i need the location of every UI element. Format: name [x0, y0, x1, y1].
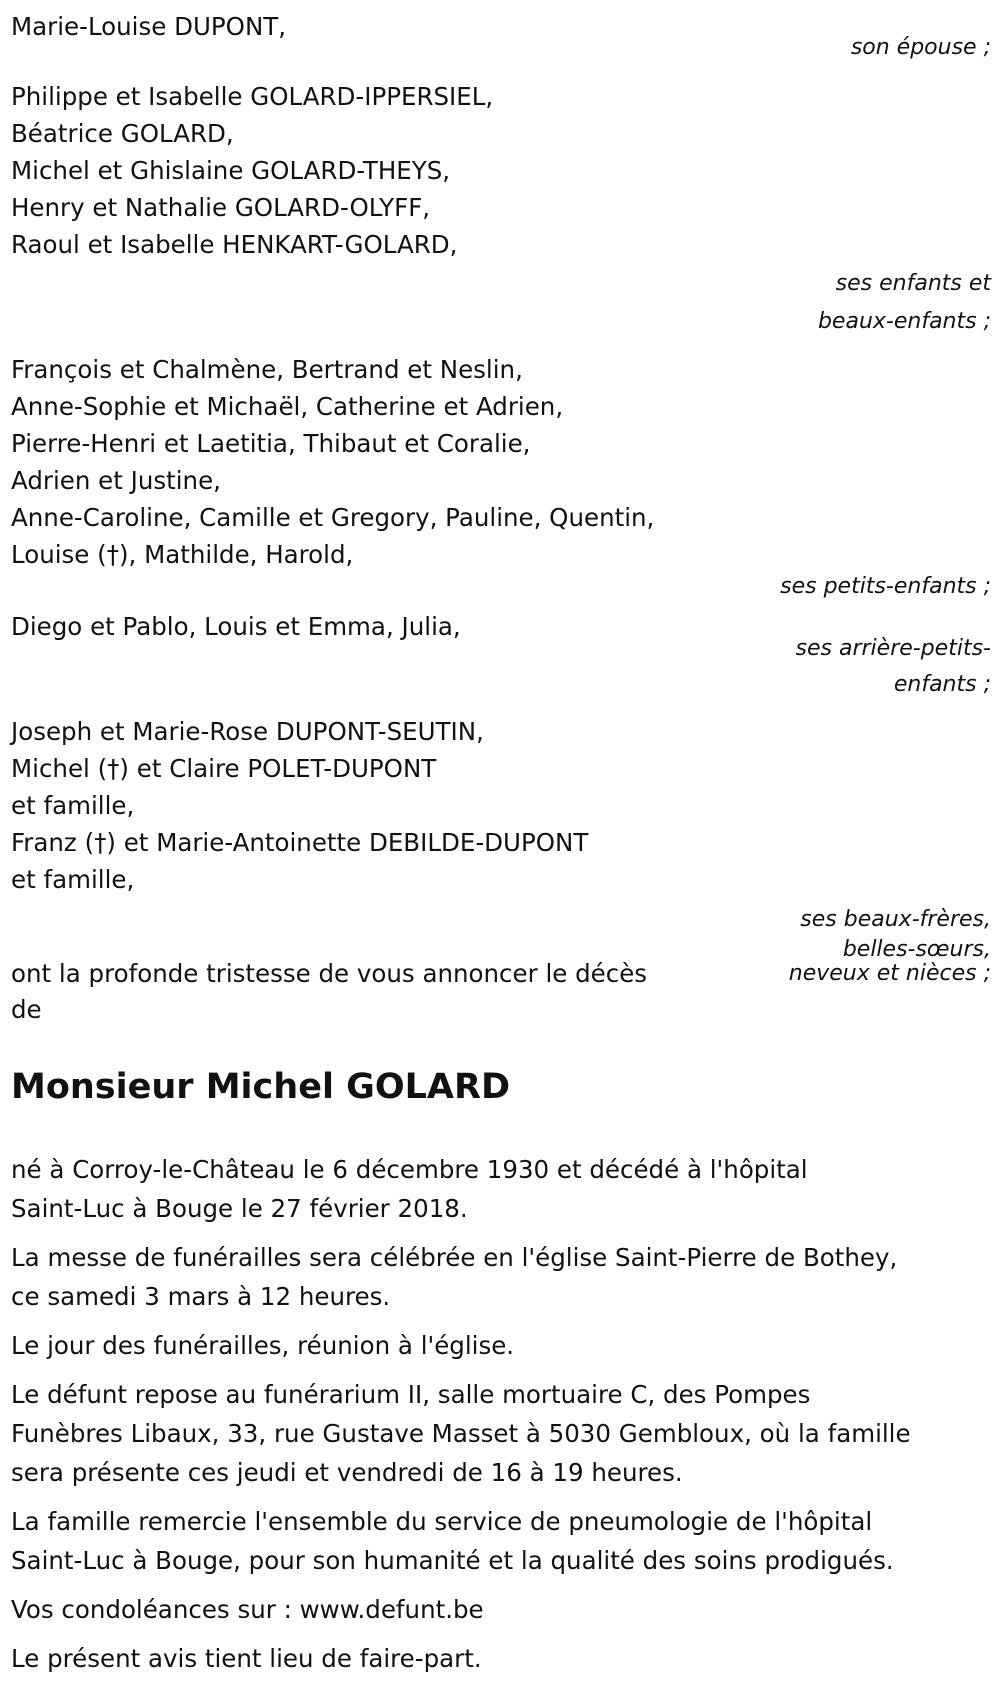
funerarium-paragraph	[11, 1375, 996, 1492]
name-line: Joseph et Marie-Rose DUPONT-SEUTIN,	[11, 717, 484, 746]
birth-death-paragraph	[11, 1150, 996, 1228]
in-laws-role-bottom	[789, 938, 991, 986]
deceased-name: Monsieur Michel GOLARD	[11, 1067, 511, 1107]
grandchildren-names	[11, 351, 996, 573]
obituary-notice	[11, 7, 996, 1688]
condolences-label: Vos condoléances sur :	[11, 1595, 300, 1624]
final-note: Le présent avis tient lieu de faire-part.	[11, 1644, 482, 1673]
name-line: et famille,	[11, 865, 135, 894]
condolences-line	[11, 1590, 996, 1629]
detail-line: né à Corroy-le-Château le 6 décembre 1930 et décédé à l'hôpital	[11, 1155, 808, 1184]
closing-block	[11, 937, 991, 1024]
closing-line: ont la profonde tristesse de vous annoncer le décès	[11, 959, 648, 988]
role-line: ses beaux-frères,	[800, 907, 991, 932]
role-line: neveux et nièces ;	[788, 961, 991, 986]
name-line: Michel (†) et Claire POLET-DUPONT	[11, 754, 437, 783]
detail-line: Funèbres Libaux, 33, rue Gustave Masset à 5030 Gembloux, où la famille	[11, 1419, 911, 1448]
in-laws-names	[11, 713, 996, 898]
role-line: enfants ;	[893, 672, 991, 697]
name-line: Franz (†) et Marie-Antoinette DEBILDE-DUPONT	[11, 828, 589, 857]
name-line: Henry et Nathalie GOLARD-OLYFF,	[11, 193, 431, 222]
detail-line: sera présente ces jeudi et vendredi de 16 à 19 heures.	[11, 1458, 683, 1487]
children-names	[11, 78, 996, 263]
name-line: Béatrice GOLARD,	[11, 119, 234, 148]
name-line: Louise (†), Mathilde, Harold,	[11, 540, 354, 569]
role-line: ses arrière-petits-	[795, 636, 991, 661]
condolences-link[interactable]: www.defunt.be	[299, 1595, 484, 1624]
name-line: Anne-Sophie et Michaël, Catherine et Adrien,	[11, 392, 564, 421]
details	[11, 1150, 996, 1678]
name-line: Anne-Caroline, Camille et Gregory, Pauline, Quentin,	[11, 503, 655, 532]
name-line: Adrien et Justine,	[11, 466, 221, 495]
mass-paragraph	[11, 1238, 996, 1316]
name-line: François et Chalmène, Bertrand et Neslin,	[11, 355, 523, 384]
detail-line: Le défunt repose au funérarium II, salle mortuaire C, des Pompes	[11, 1380, 811, 1409]
detail-line: La famille remercie l'ensemble du service de pneumologie de l'hôpital	[11, 1507, 873, 1536]
name-line: Philippe et Isabelle GOLARD-IPPERSIEL,	[11, 82, 494, 111]
role-line: belles-sœurs,	[842, 937, 991, 962]
name-line: Raoul et Isabelle HENKART-GOLARD,	[11, 230, 458, 259]
meeting-paragraph	[11, 1326, 996, 1365]
closing-text	[11, 954, 731, 1030]
detail-line: La messe de funérailles sera célébrée en l'église Saint-Pierre de Bothey,	[11, 1243, 898, 1272]
detail-line: Saint-Luc à Bouge, pour son humanité et la qualité des soins prodigués.	[11, 1546, 894, 1575]
thanks-paragraph	[11, 1502, 996, 1580]
children-role	[11, 265, 991, 341]
name-line: Diego et Pablo, Louis et Emma, Julia,	[11, 612, 461, 641]
name-line: et famille,	[11, 791, 135, 820]
detail-line: Le jour des funérailles, réunion à l'église.	[11, 1331, 515, 1360]
closing-line: de	[11, 995, 42, 1024]
in-laws-role-top	[11, 900, 991, 940]
role-line: ses enfants et	[835, 271, 991, 296]
role-line: ses petits-enfants ;	[780, 574, 991, 599]
name-line: Pierre-Henri et Laetitia, Thibaut et Coralie,	[11, 429, 531, 458]
name-line: Marie-Louise DUPONT,	[11, 12, 287, 41]
grandchildren-role	[11, 567, 991, 607]
role-line: son épouse ;	[850, 35, 991, 60]
name-line: Michel et Ghislaine GOLARD-THEYS,	[11, 156, 451, 185]
role-line: beaux-enfants ;	[817, 309, 991, 334]
detail-line: ce samedi 3 mars à 12 heures.	[11, 1282, 391, 1311]
detail-line: Saint-Luc à Bouge le 27 février 2018.	[11, 1194, 468, 1223]
